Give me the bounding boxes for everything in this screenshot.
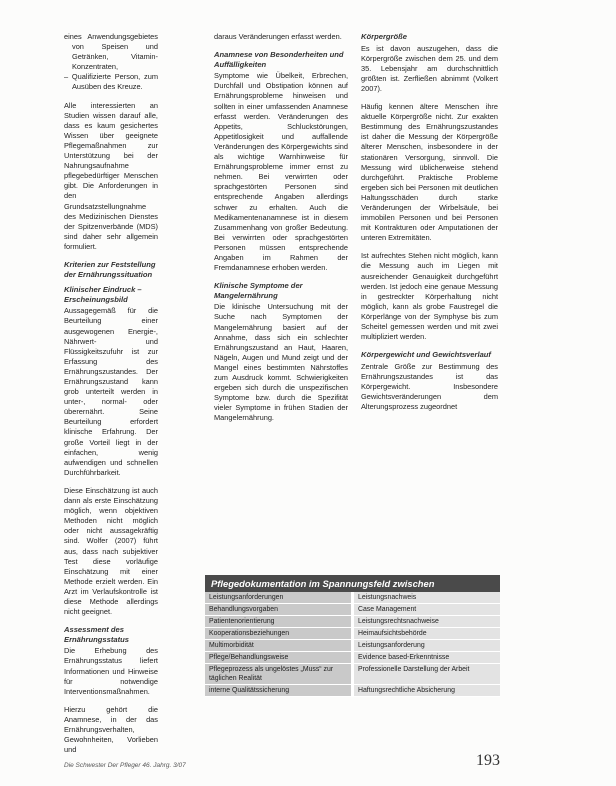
table-cell: Leistungsanforderung [354, 640, 500, 651]
table-cell: Haftungsrechtliche Absicherung [354, 685, 500, 696]
paragraph: Die Erhebung des Ernährungsstatus liefert Informationen und Hinweise für notwendige Interventionsmaßnahmen. [64, 646, 158, 696]
bullet-item: eines Anwendungsgebietes von Speisen und Getränken, Vitamin-Konzentraten, [64, 32, 158, 72]
paragraph: Hierzu gehört die Anamnese, in der das Ernährungsverhalten, Gewohnheiten, Vorlieben und [64, 704, 158, 755]
paragraph: Alle interessierten an Studien wissen darauf alle, dass es kaum gesichertes Wissen über geeignete Pflegemaßnahmen zur Unterstützung bei der Nahrungsaufnahme pflegebedürftiger Menschen gibt. Die Anforderungen in den Grundsatzstellungnahme des Medizinischen Dienstes der Spitzenverbände (MDS) sind daher sehr allgemein formuliert. [64, 100, 158, 251]
table-row [205, 616, 500, 628]
paragraph: Zentrale Größe zur Bestimmung des Ernährungszustandes ist das Körpergewicht. Insbesondere Gewichtsveränderungen dem Alterungsprozess zugeordnet [361, 361, 498, 412]
paragraph: Die klinische Untersuchung mit der Suche nach Symptomen der Mangelernährung basiert auf der Annahme, dass sich ein schlechter Ernährungszustand an Haut, Haaren, Nägeln, Augen und Mund zeigt und der Mangel eines bestimmten Nährstoffes zum Ausdruck kommt. Schwierigkeiten ergeben sich durch die unspezifischen Symptome bzw. durch die Spezifität vieler Symptome in frühen Stadien der Mangelernährung. [214, 302, 348, 423]
table-cell: Case Management [354, 604, 500, 615]
section-heading: Körpergewicht und Gewichtsverlauf [361, 350, 491, 360]
table-row [205, 640, 500, 652]
table-cell: Multimorbidität [205, 640, 354, 651]
table-row [205, 604, 500, 616]
table-cell: Patientenorientierung [205, 616, 354, 627]
paragraph: Es ist davon auszugehen, dass die Körpergröße zwischen dem 25. und dem 35. Lebensjahr am durchschnittlich größten ist. Zerfließen abnimmt (Volkert 2007). [361, 43, 498, 93]
table-title: Pflegedokumentation im Spannungsfeld zwischen [205, 575, 500, 592]
section-heading: Assessment des Ernährungsstatus [64, 625, 129, 644]
table-cell: Pflegeprozess als ungelöstes „Muss“ zur täglichen Realität [205, 664, 354, 684]
table-cell: Heimaufsichtsbehörde [354, 628, 500, 639]
page-footer: Die Schwester Der Pfleger 46. Jahrg. 3/07 [64, 762, 186, 769]
table-cell: Leistungsrechtsnachweise [354, 616, 500, 627]
table-cell: Evidence based-Erkenntnisse [354, 652, 500, 663]
column-right [361, 32, 498, 420]
column-middle [214, 32, 348, 431]
table-cell: interne Qualitätssicherung [205, 685, 354, 696]
table-row [205, 685, 500, 697]
paragraph: Häufig kennen ältere Menschen ihre aktuelle Körpergröße nicht. Zur exakten Bestimmung des Ernährungszustandes ist daher die Messung der Körpergröße älterer Menschen, insbesondere in der stationären Versorgung, sinnvoll. Die Messung wird üblicherweise stehend durchgeführt. Praktische Probleme ergeben sich bei Personen mit deutlichen Haltungsschäden durch starke Veränderungen der Wirbelsäule, bei immobilen Personen und bei Personen mit Kontrakturen oder Amputationen der unteren Extremitäten. [361, 102, 498, 243]
table-cell: Leistungsanforderungen [205, 592, 354, 603]
paragraph: Ist aufrechtes Stehen nicht möglich, kann die Messung auch im Liegen mit ausreichender Genauigkeit durchgeführt werden. Ist jedoch eine genaue Messung in gestreckter Körperhaltung nicht möglich, kann als grobe Faustregel die Körperlänge von der Symphyse bis zum Scheitel gemessen werden und mit zwei multipliziert werden. [361, 251, 498, 342]
table-row [205, 652, 500, 664]
paragraph: Diese Einschätzung ist auch dann als erste Einschätzung möglich, wenn objektiven Methoden nicht möglich oder nicht aussagekräftig sind. Wolfer (2007) führt aus, dass nach subjektiver Test diese vorläufige Einschätzung mit einer Methode erzielt werden. Ein Arzt im Verlaufskontrolle ist diese Methode allerdings nicht geeignet. [64, 485, 158, 617]
table-cell: Behandlungsvorgaben [205, 604, 354, 615]
paragraph: Symptome wie Übelkeit, Erbrechen, Durchfall und Obstipation können auf Ernährungsprobleme hinweisen und sollten in einer umfassenden Anamnese erfasst werden. Veränderungen des Appetits, Schluckstörungen, Appetitlosigkeit und auffallende Veränderungen des Körpergewichts sind als wichtige Warnhinweise für Ernährungsprobleme immer ernst zu nehmen. Bei verwirrten oder sprachgestörten Personen sind entsprechende Angaben allerdings schwer zu erhalten. Auch die Medikamentenanamnese ist in diesem Zusammenhang von großer Bedeutung. Bei verwirrten oder sprachgestörten Personen müssen entsprechende Angaben im Rahmen der Fremdanamnese erhoben werden. [214, 71, 348, 273]
table-cell: Kooperationsbeziehungen [205, 628, 354, 639]
section-heading: Anamnese von Besonderheiten und Auffälligkeiten [214, 50, 344, 69]
table-body [205, 592, 500, 697]
page-number: 193 [476, 752, 500, 769]
paragraph: Aussagegemäß für die Beurteilung einer ausgewogenen Energie-, Nährwert- und Flüssigkeitszufuhr ist zur Erfassung des Ernährungszustandes. Der Ernährungszustand kann grob unterteilt werden in unter-, normal- oder überernährt. Seine Beurteilung erfordert klinische Erfahrung. Der große Vorteil liegt in der einfachen, wenig aufwendigen und schnellen Durchführbarkeit. [64, 306, 158, 477]
column-left [64, 32, 158, 763]
paragraph: daraus Veränderungen erfasst werden. [214, 32, 342, 41]
table-cell: Pflege/Behandlungsweise [205, 652, 354, 663]
table-row [205, 592, 500, 604]
table-cell: Professionelle Darstellung der Arbeit [354, 664, 500, 684]
table-row [205, 628, 500, 640]
bullet-item: – Qualifizierte Person, zum Ausüben des Kreuze. [64, 72, 158, 92]
table-cell: Leistungsnachweis [354, 592, 500, 603]
section-heading: Klinische Symptome der Mangelernährung [214, 281, 303, 300]
table-row [205, 664, 500, 685]
section-subheading: Klinischer Eindruck – Erscheinungsbild [64, 285, 142, 304]
section-heading: Körpergröße [361, 32, 407, 41]
info-table [205, 575, 500, 697]
section-heading: Kriterien zur Feststellung der Ernährungssituation [64, 259, 156, 279]
